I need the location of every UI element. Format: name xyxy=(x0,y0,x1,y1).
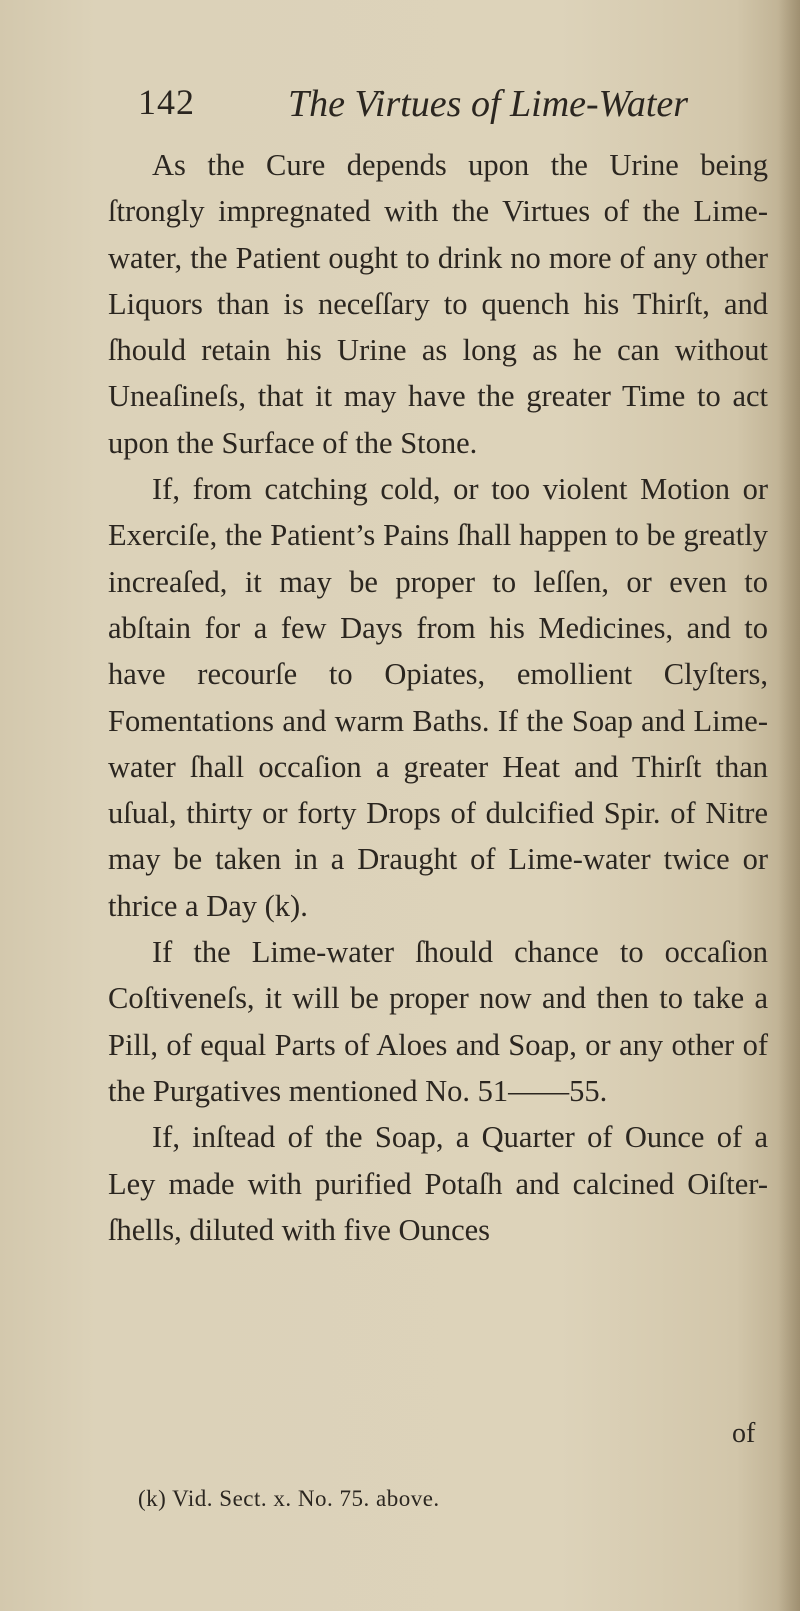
page-number: 142 xyxy=(138,82,195,122)
paragraph-3: If the Lime-water ſhould chance to occaſion Coſtiveneſs, it will be proper now and then to take a Pill, of equal Parts of Aloes and Soap, or any other of the Purgatives mentioned No. 51——55. xyxy=(108,935,768,1108)
body-text xyxy=(108,142,768,1253)
catchword: of xyxy=(732,1418,756,1449)
paragraph-2: If, from catching cold, or too violent Motion or Exerciſe, the Patient’s Pains ſhall happen to be greatly increaſed, it may be proper to leſſen, or even to abſtain for a few Days from his Medicines, and to have recourſe to Opiates, emollient Clyſters, Fomentations and warm Baths. If the Soap and Lime-water ſhall occaſion a greater Heat and Thirſt than uſual, thirty or forty Drops of dulcified Spir. of Nitre may be taken in a Draught of Lime-water twice or thrice a Day (k). xyxy=(108,472,768,923)
paragraph-1: As the Cure depends upon the Urine being ſtrongly impregnated with the Virtues of the Lime-water, the Patient ought to drink no more of any other Liquors than is neceſſary to quench his Thirſt, and ſhould retain his Urine as long as he can without Uneaſineſs, that it may have the greater Time to act upon the Surface of the Stone. xyxy=(108,148,768,460)
running-title: The Virtues of Lime-Water xyxy=(288,83,689,125)
footnote: (k) Vid. Sect. x. No. 75. above. xyxy=(138,1486,440,1511)
paragraph-4: If, inſtead of the Soap, a Quarter of Ounce of a Ley made with purified Potaſh and calcined Oiſter-ſhells, diluted with five Ounces xyxy=(108,1120,768,1247)
page-header xyxy=(138,78,738,128)
